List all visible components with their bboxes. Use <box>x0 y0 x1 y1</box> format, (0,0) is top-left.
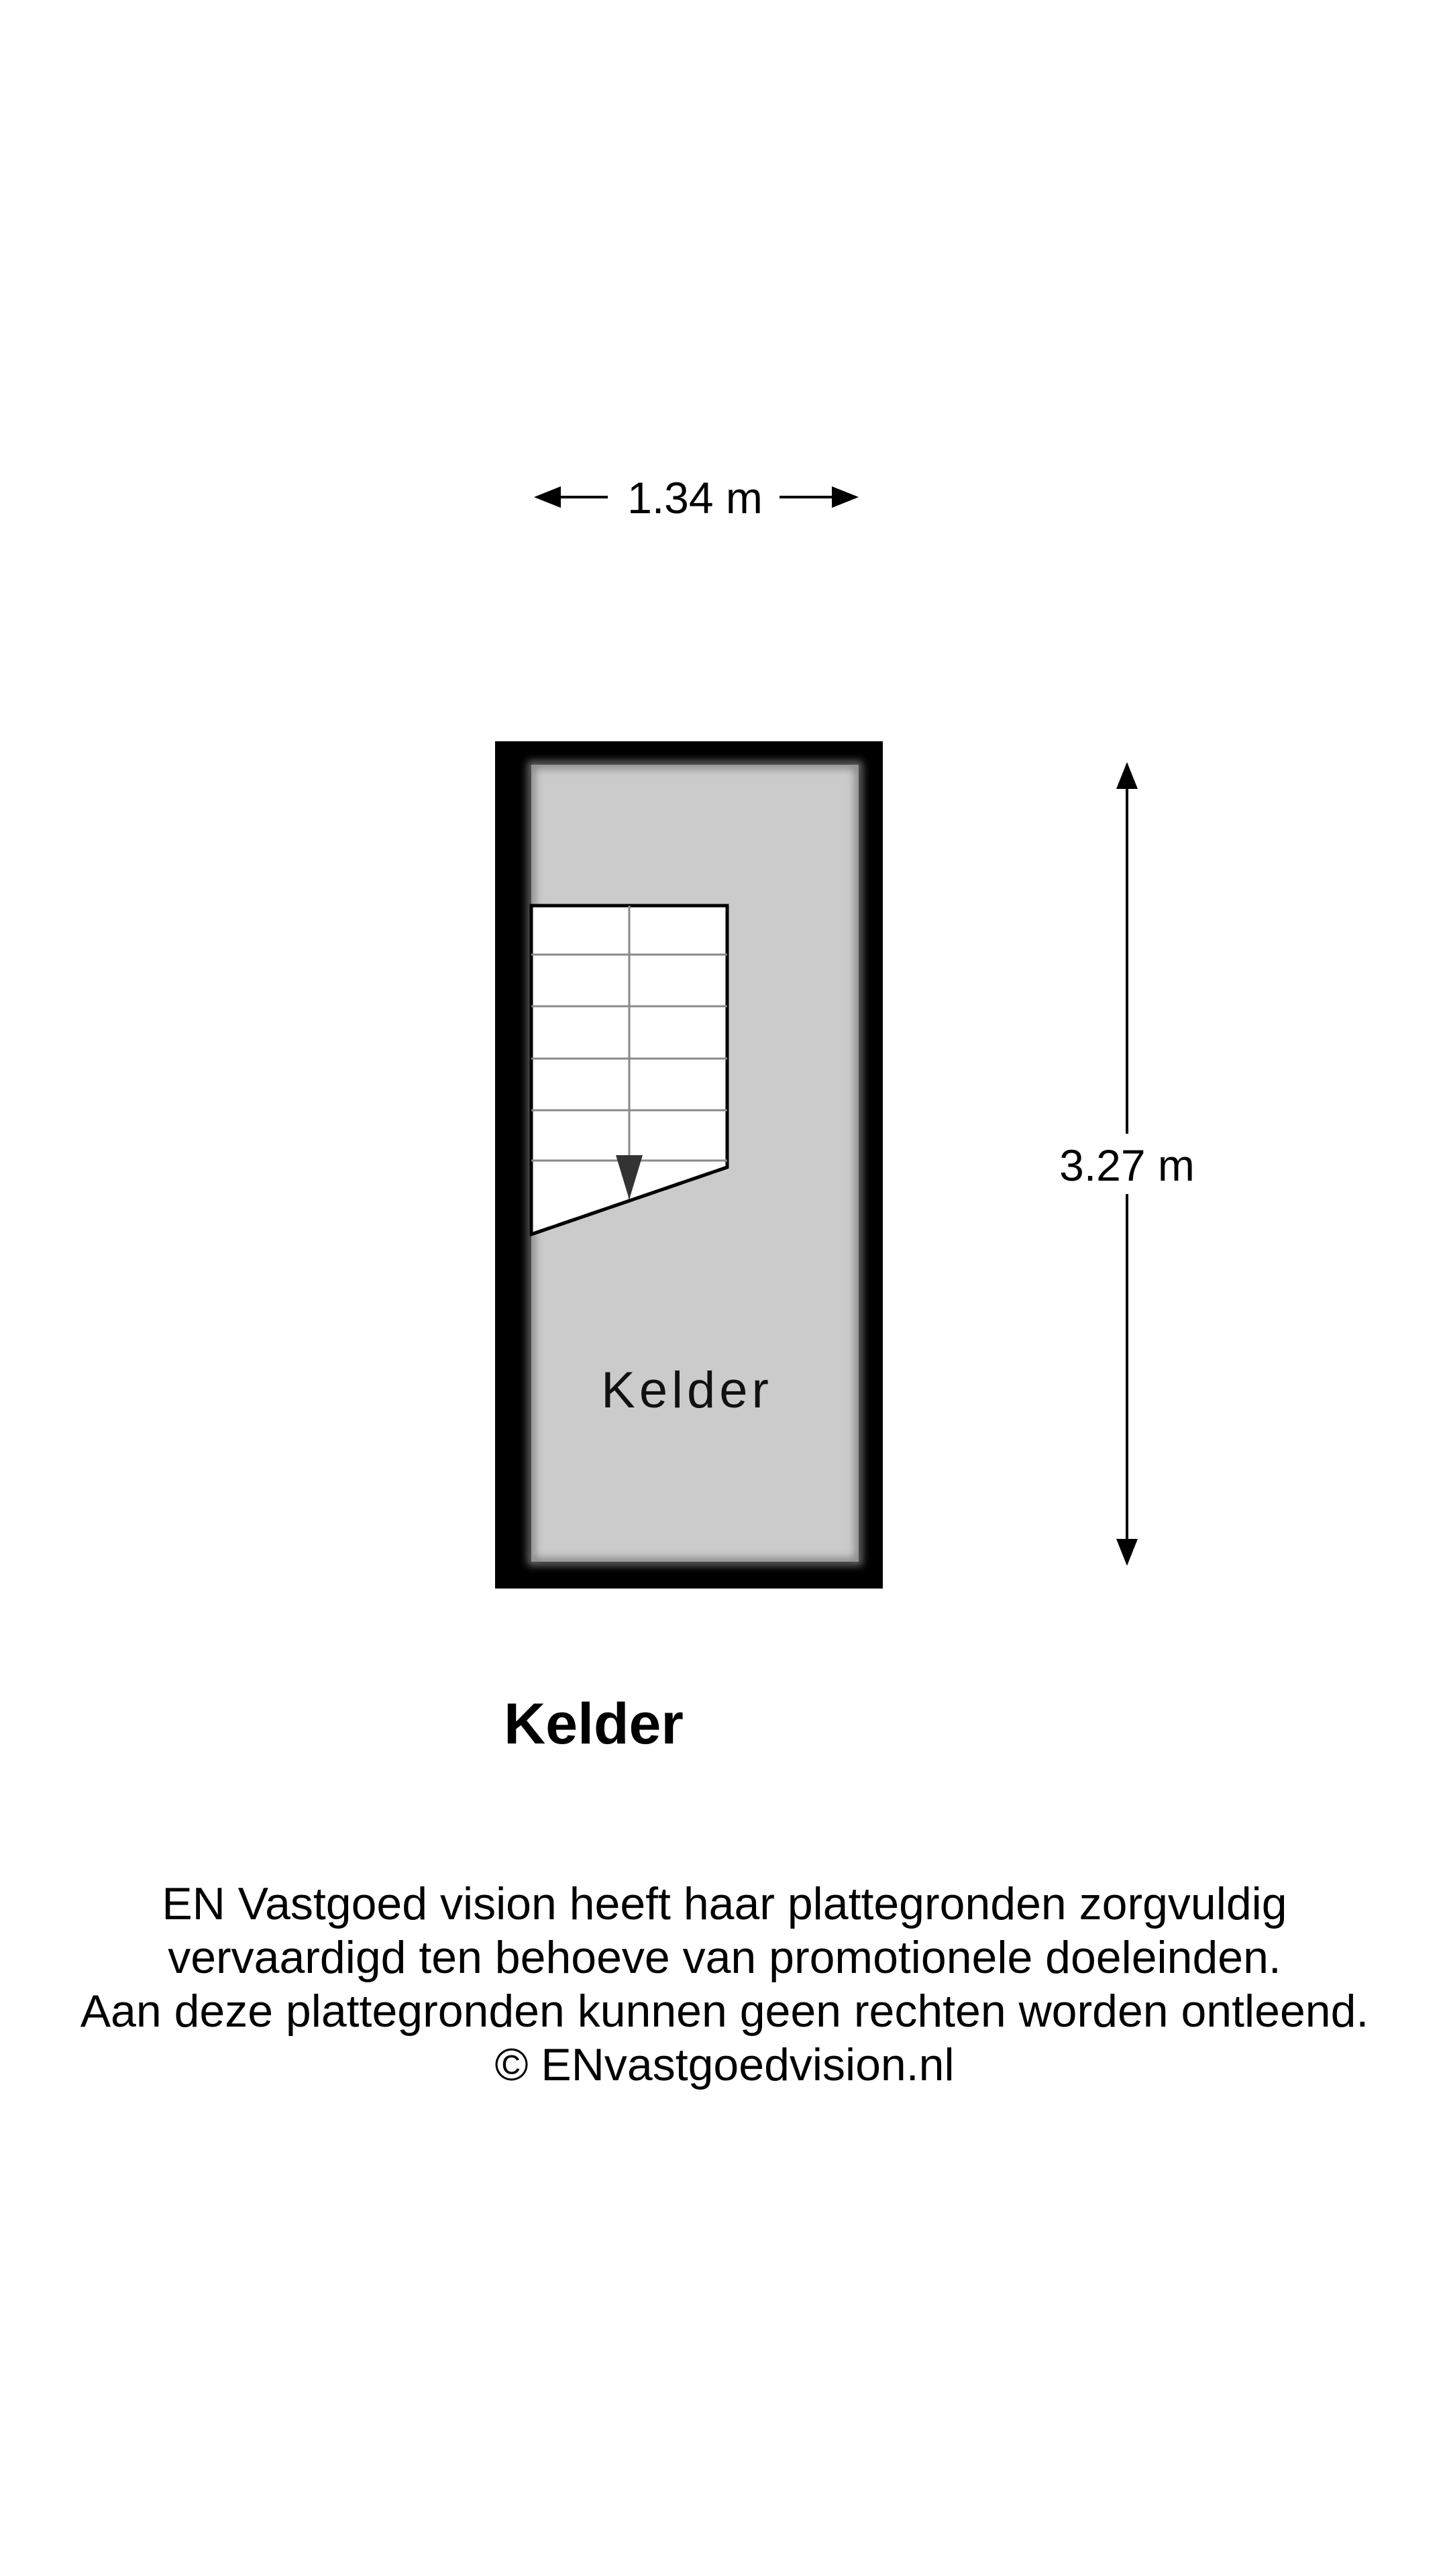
room-label: Kelder <box>601 1362 773 1419</box>
floor-title: Kelder <box>504 1692 684 1756</box>
height-dimension <box>1059 765 1195 1563</box>
room-kelder <box>495 741 883 1589</box>
disclaimer-line: vervaardigd ten behoeve van promotionele doeleinden. <box>168 1932 1281 1983</box>
disclaimer-line: EN Vastgoed vision heeft haar plattegronden zorgvuldig <box>162 1878 1287 1929</box>
width-dimension <box>537 473 856 523</box>
height-dimension-label: 3.27 m <box>1059 1140 1195 1190</box>
width-dimension-label: 1.34 m <box>627 473 763 523</box>
disclaimer-line: Aan deze plattegronden kunnen geen rechten worden ontleend. <box>80 1986 1369 2037</box>
copyright-line: © ENvastgoedvision.nl <box>494 2039 955 2090</box>
disclaimer <box>0 1877 1449 2092</box>
